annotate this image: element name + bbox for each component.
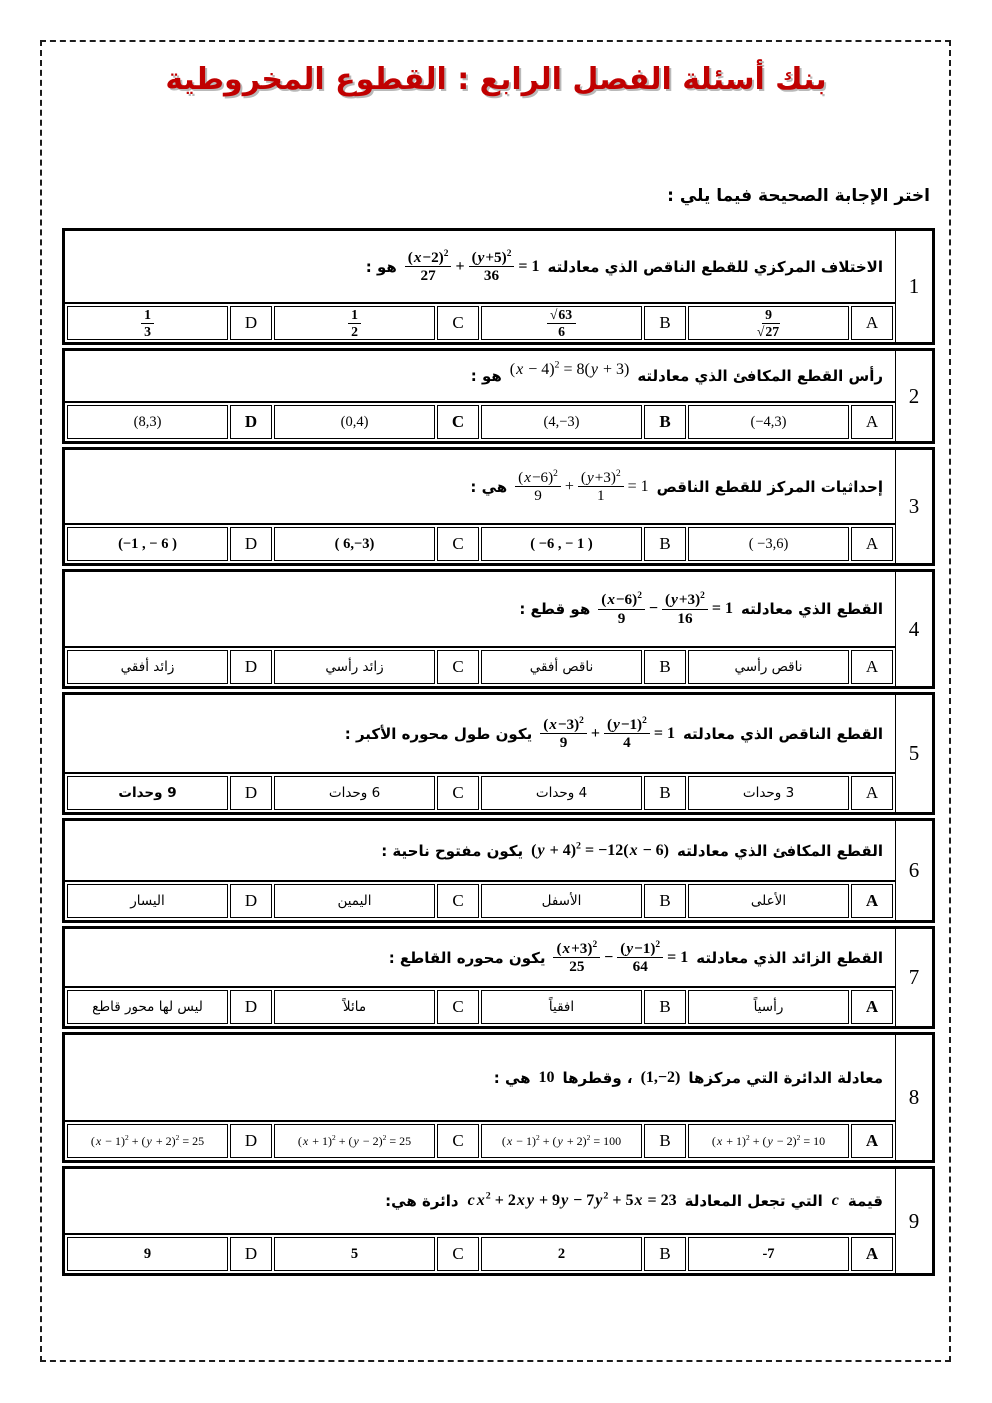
option-C-value — [274, 650, 435, 684]
option-A-value — [688, 990, 849, 1024]
option-letter-C: C — [437, 306, 479, 340]
answers-row — [65, 401, 895, 441]
arabic-text: يكون محوره القاطع : — [388, 948, 546, 967]
fraction: $\frac{(x-2)^2}{27}$ — [405, 249, 452, 284]
option-letter-C: C — [437, 527, 479, 561]
option-B-value — [481, 306, 642, 340]
option-letter-B: B — [644, 527, 686, 561]
question-block-3 — [62, 447, 935, 566]
fraction: $\frac{1}{3}$ — [141, 307, 154, 339]
question-content — [65, 450, 895, 563]
fraction: $\frac{(x-6)^2}{9}$ — [515, 469, 561, 504]
option-letter-B: B — [644, 306, 686, 340]
math-expression: $\frac{(x-6)^2}{9}$ − $\frac{(y+3)^2}{16}$ = 1 — [598, 591, 733, 626]
math-expression: (0,4) — [340, 413, 369, 430]
option-C-value — [274, 884, 435, 918]
page-title: بنك أسئلة الفصل الرابع : القطوع المخروطية — [165, 62, 827, 97]
option-C-value — [274, 990, 435, 1024]
option-letter-C: C — [437, 1237, 479, 1271]
option-A-value — [688, 884, 849, 918]
fraction: $\frac{(y+5)^2}{36}$ — [469, 249, 515, 284]
question-number: 7 — [895, 929, 932, 1026]
option-letter-B: B — [644, 405, 686, 439]
question-block-7 — [62, 926, 935, 1029]
math-expression: $\frac{(x-2)^2}{27}$ + $\frac{(y+5)^2}{36}$ = 1 — [405, 249, 540, 284]
question-content — [65, 821, 895, 920]
option-B-value — [481, 884, 642, 918]
answers-row — [65, 772, 895, 812]
arabic-text: دائرة هي: — [385, 1192, 459, 1210]
option-letter-D: D — [230, 990, 272, 1024]
option-A-value — [688, 650, 849, 684]
question-content — [65, 1035, 895, 1160]
option-letter-D: D — [230, 527, 272, 561]
option-arabic-text: ناقص رأسي — [734, 659, 803, 675]
math-expression: $(x - 1)^2 + (y + 2)^2 = 100$ — [501, 1132, 622, 1148]
math-expression: 9 — [143, 1245, 152, 1262]
math-expression: (1,−2) — [640, 1068, 681, 1086]
fraction: $\frac{√63}{6}$ — [547, 307, 576, 339]
arabic-text: ، وقطرها — [562, 1068, 633, 1087]
option-letter-A: A — [851, 884, 893, 918]
option-letter-C: C — [437, 776, 479, 810]
arabic-text: رأس القطع المكافئ الذي معادلته — [637, 367, 883, 385]
option-letter-C: C — [437, 650, 479, 684]
math-expression — [348, 307, 361, 339]
question-block-2 — [62, 348, 935, 444]
arabic-text: هي : — [470, 477, 508, 496]
option-arabic-text: مائلاً — [342, 999, 367, 1015]
arabic-text: القطع المكافئ الذي معادلته — [677, 841, 883, 860]
question-text — [65, 231, 895, 302]
math-expression: 5 — [350, 1245, 359, 1262]
radical-sign: √63 — [549, 307, 573, 323]
option-letter-C: C — [437, 990, 479, 1024]
answers-row — [65, 986, 895, 1026]
option-letter-D: D — [230, 776, 272, 810]
math-expression — [141, 307, 154, 339]
question-content — [65, 1169, 895, 1273]
option-letter-A: A — [851, 405, 893, 439]
math-expression: $\frac{(x-6)^2}{9}$ + $\frac{(y+3)^2}{1}$ = 1 — [515, 469, 649, 504]
option-B-value — [481, 405, 642, 439]
question-text — [65, 1169, 895, 1233]
option-arabic-text: زائد رأسي — [325, 659, 384, 675]
arabic-text: هو : — [470, 367, 502, 385]
question-number: 6 — [895, 821, 932, 920]
question-text — [65, 695, 895, 772]
fraction: $\frac{(x-3)^2}{9}$ — [540, 716, 587, 751]
arabic-text: يكون مفتوح ناحية : — [381, 841, 524, 860]
option-letter-A: A — [851, 990, 893, 1024]
answers-row — [65, 646, 895, 686]
option-D-value — [67, 1124, 228, 1158]
arabic-text: القطع الزائد الذي معادلته — [696, 948, 883, 967]
option-A-value — [688, 405, 849, 439]
arabic-text: هو قطع : — [519, 600, 591, 618]
fraction: $\frac{1}{2}$ — [348, 307, 361, 339]
option-C-value — [274, 527, 435, 561]
question-number: 1 — [895, 231, 932, 342]
option-D-value — [67, 405, 228, 439]
option-D-value — [67, 776, 228, 810]
fraction: $\frac{(y+3)^2}{1}$ — [578, 469, 624, 504]
option-arabic-text: 4 وحدات — [535, 785, 588, 801]
arabic-text: يكون طول محوره الأكبر : — [344, 724, 533, 743]
math-expression: $(x + 1)^2 + (y - 2)^2 = 10$ — [711, 1132, 826, 1148]
math-expression: $(x + 1)^2 + (y - 2)^2 = 25$ — [297, 1132, 412, 1148]
option-D-value — [67, 306, 228, 340]
option-letter-D: D — [230, 884, 272, 918]
option-arabic-text: افقياً — [548, 999, 575, 1015]
option-letter-D: D — [230, 1124, 272, 1158]
answers-row — [65, 880, 895, 920]
question-content — [65, 695, 895, 812]
math-expression: 2 — [557, 1245, 566, 1262]
option-arabic-text: 3 وحدات — [742, 785, 795, 801]
option-letter-B: B — [644, 1237, 686, 1271]
option-letter-A: A — [851, 776, 893, 810]
option-letter-D: D — [230, 650, 272, 684]
option-D-value — [67, 1237, 228, 1271]
fraction: $\frac{(y+3)^2}{16}$ — [662, 591, 708, 626]
arabic-text: التي تجعل المعادلة — [684, 1192, 823, 1210]
question-content — [65, 572, 895, 686]
question-content — [65, 929, 895, 1026]
option-letter-B: B — [644, 650, 686, 684]
option-arabic-text: ناقص أفقي — [529, 659, 594, 675]
option-letter-B: B — [644, 1124, 686, 1158]
option-arabic-text: الأعلى — [750, 893, 787, 909]
option-B-value — [481, 1237, 642, 1271]
math-expression: (8,3) — [133, 413, 162, 430]
option-B-value — [481, 990, 642, 1024]
question-content — [65, 351, 895, 441]
question-number: 8 — [895, 1035, 932, 1160]
option-arabic-text: زائد أفقي — [120, 659, 175, 675]
math-expression: (−1 , − 6 ) — [118, 535, 177, 552]
option-C-value — [274, 1124, 435, 1158]
fraction: $\frac{(x+3)^2}{25}$ — [553, 940, 600, 975]
question-block-5 — [62, 692, 935, 815]
math-expression: ( −3,6) — [748, 535, 789, 552]
option-letter-A: A — [851, 650, 893, 684]
arabic-text: إحداثيات المركز للقطع الناقص — [656, 477, 883, 496]
math-expression: $\frac{(x-3)^2}{9}$ + $\frac{(y-1)^2}{4}$ = 1 — [540, 716, 675, 751]
option-B-value — [481, 650, 642, 684]
option-C-value — [274, 1237, 435, 1271]
question-text — [65, 450, 895, 523]
option-C-value — [274, 306, 435, 340]
option-letter-C: C — [437, 405, 479, 439]
fraction: $\frac{(y-1)^2}{64}$ — [617, 940, 663, 975]
radical-sign: √27 — [756, 323, 780, 339]
option-letter-C: C — [437, 1124, 479, 1158]
answers-row — [65, 1233, 895, 1273]
instruction-text: اختر الإجابة الصحيحة فيما يلي : — [667, 186, 930, 206]
arabic-text: القطع الذي معادلته — [741, 600, 883, 618]
math-expression — [754, 307, 783, 339]
option-A-value — [688, 776, 849, 810]
math-expression: ( −6 , − 1 ) — [530, 535, 593, 552]
option-letter-D: D — [230, 306, 272, 340]
question-block-4 — [62, 569, 935, 689]
option-A-value — [688, 527, 849, 561]
question-number: 2 — [895, 351, 932, 441]
fraction: $\frac{9}{√27}$ — [756, 307, 780, 339]
question-block-9 — [62, 1166, 935, 1276]
math-expression: $(x - 4)^2 = 8(y + 3)$ — [509, 359, 630, 378]
arabic-text: القطع الناقص الذي معادلته — [682, 724, 883, 743]
question-text — [65, 821, 895, 880]
arabic-text: قيمة — [847, 1192, 883, 1210]
answers-row — [65, 1120, 895, 1160]
option-D-value — [67, 884, 228, 918]
question-block-8 — [62, 1032, 935, 1163]
math-expression: c $x^2 + 2x$ $y + 9y - 7y^2 + 5x = 23$ — [467, 1190, 677, 1209]
arabic-text: هو : — [365, 257, 397, 276]
math-expression: -7 — [762, 1245, 775, 1262]
option-letter-D: D — [230, 405, 272, 439]
math-expression: $(y + 4)^2 = -12(x - 6)$ — [531, 840, 670, 859]
question-text — [65, 351, 895, 401]
option-arabic-text: اليسار — [130, 893, 165, 909]
option-arabic-text: رأسياً — [753, 999, 784, 1015]
option-A-value — [688, 1124, 849, 1158]
option-arabic-text: 6 وحدات — [328, 785, 381, 801]
option-D-value — [67, 990, 228, 1024]
math-expression: $\frac{(x+3)^2}{25}$ − $\frac{(y-1)^2}{64}$ = 1 — [553, 940, 688, 975]
math-expression: c — [831, 1192, 839, 1209]
fraction: $\frac{(y-1)^2}{4}$ — [604, 716, 650, 751]
option-A-value — [688, 1237, 849, 1271]
option-B-value — [481, 776, 642, 810]
option-arabic-text: الأسفل — [541, 893, 582, 909]
option-letter-C: C — [437, 884, 479, 918]
option-C-value — [274, 776, 435, 810]
fraction: $\frac{(x-6)^2}{9}$ — [598, 591, 645, 626]
option-letter-B: B — [644, 776, 686, 810]
arabic-text: الاختلاف المركزي للقطع الناقص الذي معادلته — [547, 257, 883, 276]
option-C-value — [274, 405, 435, 439]
question-block-1 — [62, 228, 935, 345]
math-expression: 10 — [538, 1068, 555, 1086]
answers-row — [65, 523, 895, 563]
question-number: 5 — [895, 695, 932, 812]
option-A-value — [688, 306, 849, 340]
questions-table — [62, 228, 935, 1279]
question-content — [65, 231, 895, 342]
question-text — [65, 1035, 895, 1120]
question-text — [65, 572, 895, 646]
question-number: 4 — [895, 572, 932, 686]
math-expression: $(x - 1)^2 + (y + 2)^2 = 25$ — [90, 1132, 205, 1148]
option-arabic-text: ليس لها محور قاطع — [92, 999, 203, 1015]
option-D-value — [67, 527, 228, 561]
question-block-6 — [62, 818, 935, 923]
option-letter-B: B — [644, 884, 686, 918]
option-letter-D: D — [230, 1237, 272, 1271]
arabic-text: هي : — [493, 1068, 531, 1087]
answers-row — [65, 302, 895, 342]
option-letter-A: A — [851, 1124, 893, 1158]
question-number: 9 — [895, 1169, 932, 1273]
option-D-value — [67, 650, 228, 684]
option-B-value — [481, 527, 642, 561]
math-expression: (−4,3) — [750, 413, 787, 430]
question-number: 3 — [895, 450, 932, 563]
math-expression — [547, 307, 576, 339]
option-B-value — [481, 1124, 642, 1158]
option-letter-A: A — [851, 527, 893, 561]
option-arabic-text: 9 وحدات — [118, 785, 177, 801]
option-letter-A: A — [851, 306, 893, 340]
question-text — [65, 929, 895, 986]
option-letter-A: A — [851, 1237, 893, 1271]
math-expression: ( 6,−3) — [334, 535, 375, 552]
math-expression: (4,−3) — [543, 413, 580, 430]
arabic-text: معادلة الدائرة التي مركزها — [688, 1068, 883, 1087]
option-arabic-text: اليمين — [337, 893, 372, 909]
option-letter-B: B — [644, 990, 686, 1024]
